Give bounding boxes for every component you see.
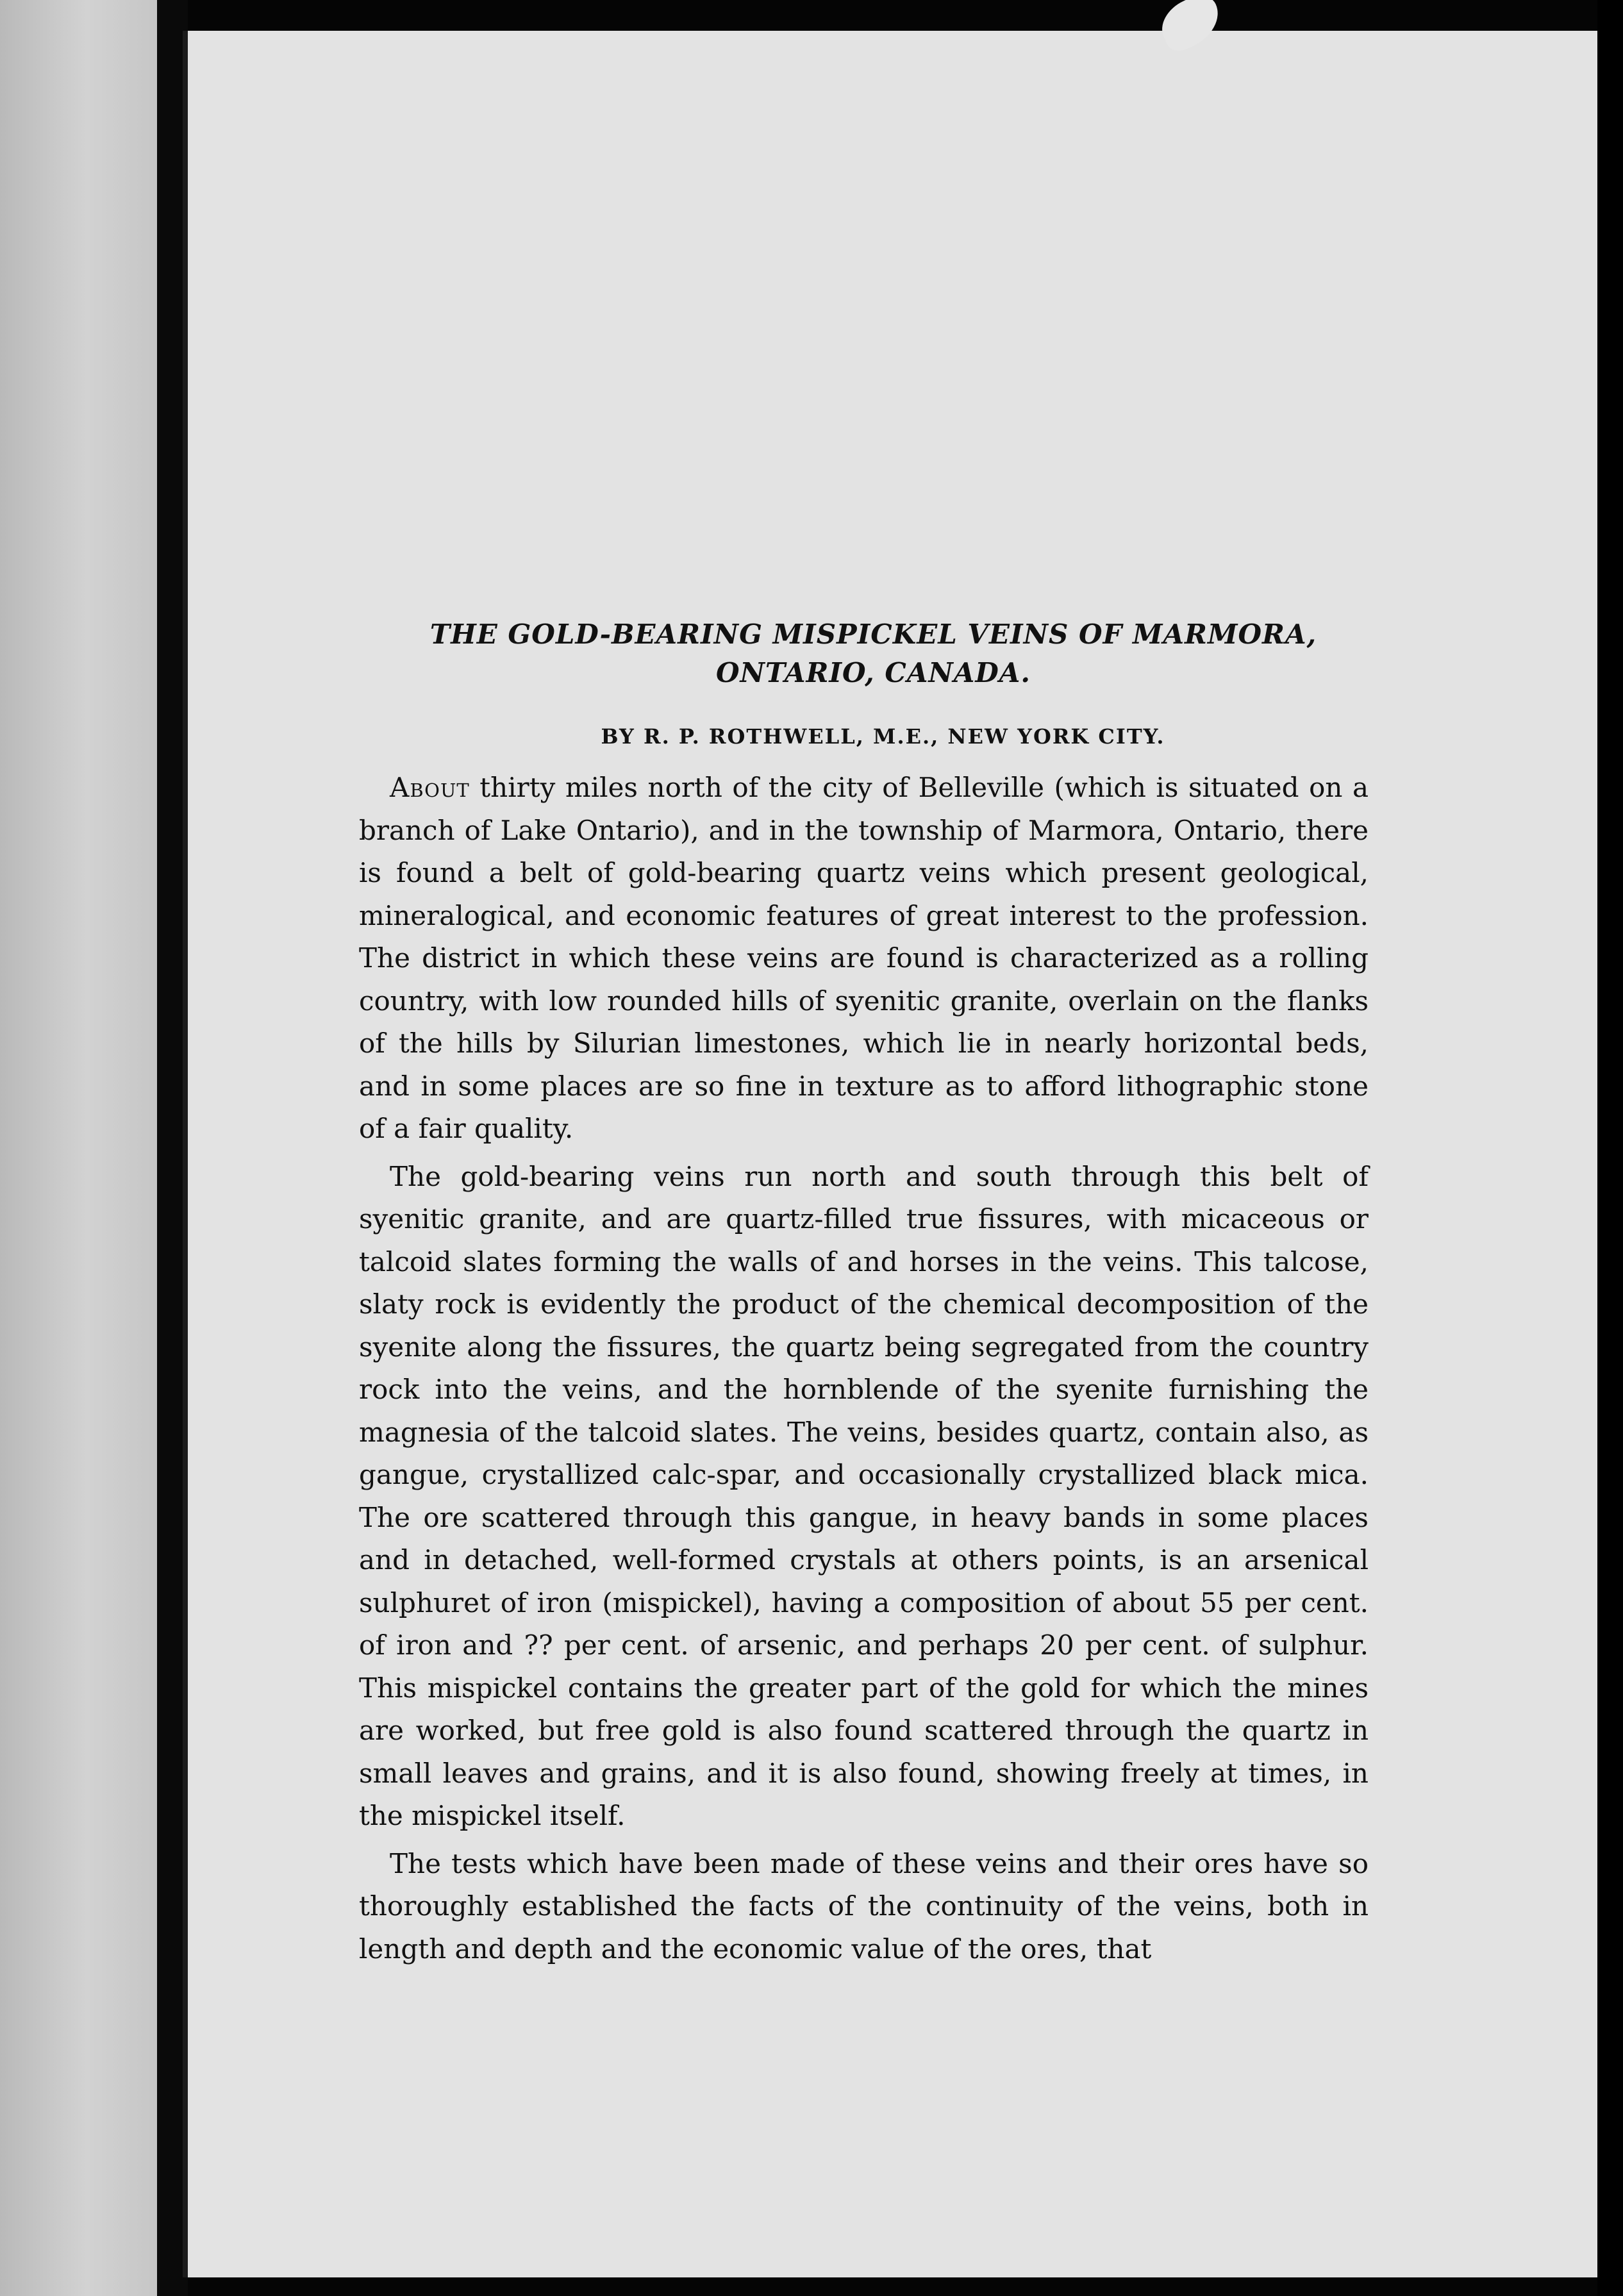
paragraph-3: The tests which have been made of these veins and their ores have so thoroughly established the facts of the continuity of the veins, both in length and depth and the economic value of the ores, that bbox=[359, 1847, 1369, 1965]
paragraph-1 bbox=[359, 767, 1369, 1151]
title-line-2: ONTARIO, CANADA. bbox=[715, 657, 1031, 688]
article-title bbox=[378, 615, 1369, 692]
previous-page-edge bbox=[0, 0, 157, 2296]
author-byline: BY R. P. ROTHWELL, M.E., NEW YORK CITY. bbox=[601, 724, 1165, 749]
paragraph-1-text: thirty miles north of the city of Belleville (which is situated on a branch of Lake Ontario), and in the township of Marmora, Ontario, there is found a belt of gold-bearing quartz veins which present geological, mineralogical, and economic features of great interest to the profession. The district in which these veins are found is characterized as a rolling country, with low rounded hills of syenitic granite, overlain on the flanks of the hills by Silurian limestones, which lie in nearly horizontal beds, and in some places are so fine in texture as to afford lithographic stone of a fair quality. bbox=[359, 772, 1369, 1144]
article-body bbox=[359, 615, 1369, 1970]
scan-border bbox=[1597, 0, 1623, 2296]
title-line-1: THE GOLD-BEARING MISPICKEL VEINS OF MARMORA, bbox=[429, 619, 1317, 650]
paragraph-lead-word: About bbox=[390, 772, 470, 803]
paragraph-2: The gold-bearing veins run north and south through this belt of syenitic granite, and are quartz-filled true fissures, with micaceous or talcoid slates forming the walls of and horses in the veins. This talcose, slaty rock is evidently the product of the chemical decomposition of the syenite along the fissures, the quartz being segregated from the country rock into the veins, and the hornblende of the syenite furnishing the magnesia of the talcoid slates. The veins, besides quartz, contain also, as gangue, crystallized calc-spar, and occasionally crystallized black mica. The ore scattered through this gangue, in heavy bands in some places and in detached, well-formed crystals at others points, is an arsenical sulphuret of iron (mispickel), having a composition of about 55 per cent. of iron and ?? per cent. of arsenic, and perhaps 20 per cent. of sulphur. This mispickel contains the greater part of the gold for which the mines are worked, but free gold is also found scattered through the quartz in small leaves and grains, and it is also found, showing freely at times, in the mispickel itself. bbox=[359, 1160, 1369, 1831]
